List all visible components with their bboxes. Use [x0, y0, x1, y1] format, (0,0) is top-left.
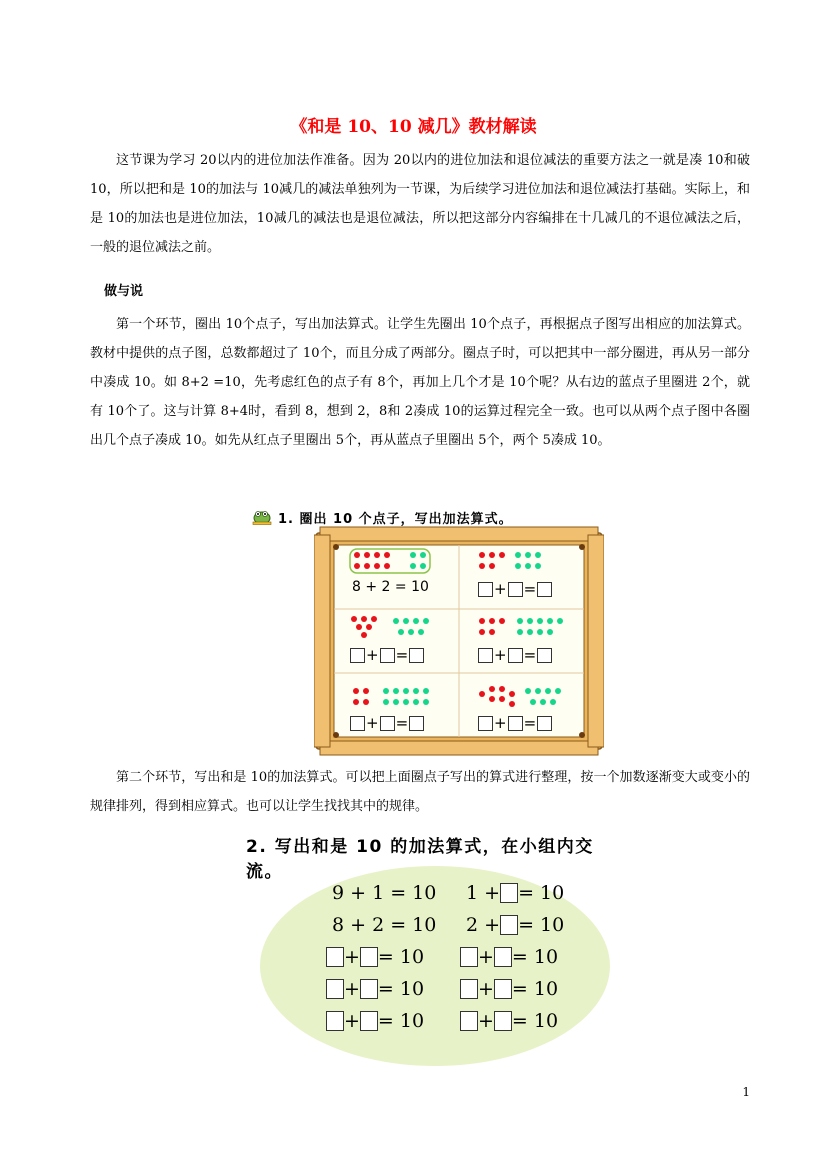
answer-box[interactable]: [478, 716, 493, 731]
answer-box[interactable]: [460, 979, 478, 999]
section-heading: 做与说: [104, 284, 144, 299]
dot-panel: [348, 547, 460, 597]
answer-box[interactable]: [326, 979, 344, 999]
blank-equation-left: + = 10: [326, 1010, 424, 1032]
figure2-title: 2. 写出和是 10 的加法算式，在小组内交流。: [246, 837, 594, 882]
answer-box[interactable]: [537, 716, 552, 731]
answer-box[interactable]: [409, 648, 424, 663]
answer-box[interactable]: [380, 716, 395, 731]
answer-box[interactable]: [478, 582, 493, 597]
answer-box[interactable]: [326, 947, 344, 967]
dot-group: [476, 613, 588, 641]
answer-box[interactable]: [508, 716, 523, 731]
dot-panel: [476, 683, 588, 733]
dot-panel: [348, 613, 460, 663]
answer-box[interactable]: [460, 1011, 478, 1031]
blank-equation-left: + = 10: [326, 978, 424, 1000]
blank-equation: + =: [478, 581, 552, 598]
answer-box[interactable]: [500, 915, 518, 935]
answer-box[interactable]: [494, 1011, 512, 1031]
blank-equation-right: + = 10: [460, 946, 558, 968]
dot-group: [476, 683, 588, 711]
frog-pencil-icon: [250, 507, 274, 527]
blank-equation-left: + = 10: [326, 946, 424, 968]
second-step-paragraph: 第二个环节，写出和是 10的加法算式。可以把上面圈点子写出的算式进行整理，按一个加数逐渐变大或变小的规律排列，得到相应算式。也可以让学生找找其中的规律。: [90, 770, 750, 814]
intro-paragraph: 这节课为学习 20以内的进位加法作准备。因为 20以内的进位加法和退位减法的重要方法之一就是凑 10和破 10，所以把和是 10的加法与 10减几的减法单独列为一节课，为后续学习进位加法和退位减法打基础。实际上，和是 10的加法也是进位加法，10减几的减法也是退位减法，所以把这部分内容编排在十几减几的不退位减法之后，一般的退位减法之前。: [90, 153, 750, 255]
blank-equation-right: + = 10: [460, 978, 558, 1000]
page-title: 《和是 10、10 减几》教材解读: [290, 117, 537, 137]
dot-panel: [348, 683, 460, 733]
blank-equation: + =: [478, 715, 552, 732]
answer-box[interactable]: [478, 648, 493, 663]
page-number: 1: [742, 1085, 750, 1099]
equation-right-2: 2 + = 10: [466, 914, 565, 936]
blank-equation-right: + = 10: [460, 1010, 558, 1032]
dot-panel: [476, 613, 588, 663]
dot-group: [348, 683, 460, 711]
answer-box[interactable]: [350, 648, 365, 663]
first-step-paragraph: 第一个环节，圈出 10个点子，写出加法算式。让学生先圈出 10个点子，再根据点子图写出相应的加法算式。教材中提供的点子图，总数都超过了 10个，而且分成了两部分。圈点子时，可以把其中一部分圈进，再从另一部分中凑成 10。如 8+2 =10，先考虑红色的点子有 8个，再加上几个才是 10个呢？从右边的蓝点子里圈进 2个，就有 10个了。这与计算 8+4时，看到 8，想到 2，8和 2凑成 10的运算过程完全一致。也可以从两个点子图中各圈出几个点子凑成 10。如先从红点子里圈出 5个，再从蓝点子里圈出 5个，两个 5凑成 10。: [90, 317, 750, 448]
dot-circling-figure: [248, 505, 608, 755]
answer-box[interactable]: [508, 648, 523, 663]
dot-group: [348, 613, 460, 641]
blank-equation: + =: [350, 647, 424, 664]
dot-panel: [476, 547, 588, 597]
figure1-title: 1. 圈出 10 个点子，写出加法算式。: [278, 512, 513, 527]
answer-box[interactable]: [537, 582, 552, 597]
answer-box[interactable]: [360, 947, 378, 967]
answer-box[interactable]: [508, 582, 523, 597]
circle-lasso: [350, 549, 430, 573]
dot-group: [348, 547, 460, 575]
answer-box[interactable]: [537, 648, 552, 663]
answer-box[interactable]: [326, 1011, 344, 1031]
sum-ten-figure: [240, 830, 620, 1070]
example-equation: 8 + 2 = 10: [352, 579, 429, 595]
equation-left-1: 9 + 1 = 10: [332, 882, 437, 904]
answer-box[interactable]: [350, 716, 365, 731]
equation-left-2: 8 + 2 = 10: [332, 914, 437, 936]
equation-right-1: 1 + = 10: [466, 882, 565, 904]
answer-box[interactable]: [360, 979, 378, 999]
answer-box[interactable]: [360, 1011, 378, 1031]
answer-box[interactable]: [494, 947, 512, 967]
answer-box[interactable]: [494, 979, 512, 999]
answer-box[interactable]: [500, 883, 518, 903]
dot-group: [476, 547, 588, 575]
answer-box[interactable]: [409, 716, 424, 731]
blank-equation: + =: [478, 647, 552, 664]
blank-equation: + =: [350, 715, 424, 732]
answer-box[interactable]: [460, 947, 478, 967]
answer-box[interactable]: [380, 648, 395, 663]
